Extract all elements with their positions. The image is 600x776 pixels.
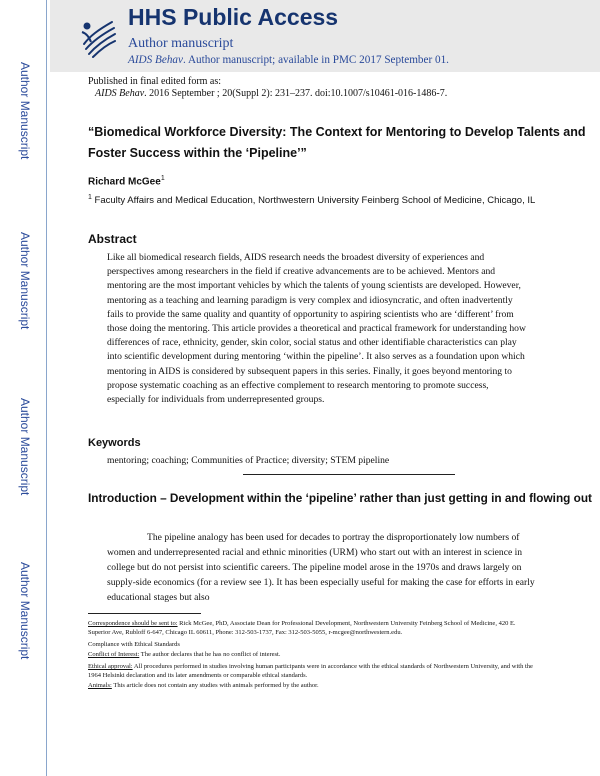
affiliation-sup: 1 xyxy=(88,194,92,201)
sidebar-divider xyxy=(46,0,47,776)
introduction-text: The pipeline analogy has been used for decades to portray the disproportionately low numbers of women and underrepresented racial and ethnic minorities (URM) who start out with an interest in science in college but do not persist into scientific careers. The pipeline model arose in the 1970s and draws largely on supply-side economics (for a review see 1). It has been especially useful for making the case for efforts in early educational stages but also xyxy=(107,532,535,603)
published-label: Published in final edited form as: xyxy=(88,76,222,87)
footnote-ethical xyxy=(88,662,538,680)
hhs-eagle-logo-icon xyxy=(78,14,118,58)
citation-text: . 2016 September ; 20(Suppl 2): 231–237. doi:10.1007/s10461-016-1486-7. xyxy=(144,88,448,99)
ethical-text: All procedures performed in studies involving human participants were in accordance with the ethical standards of Northwestern University, and with the 1964 Helsinki declaration and its later amendments or comparable ethical standards. xyxy=(88,663,533,679)
footnote-compliance: Compliance with Ethical Standards xyxy=(88,641,180,648)
banner-journal: AIDS Behav xyxy=(128,54,183,66)
author-name: Richard McGee xyxy=(88,176,161,188)
footnotes xyxy=(88,619,538,691)
correspondence-label: Correspondence should be sent to: xyxy=(88,620,178,627)
sidebar-label: Author Manuscript xyxy=(18,562,32,660)
animals-text: This article does not contain any studies with animals performed by the author. xyxy=(111,682,319,689)
sidebar-label: Author Manuscript xyxy=(18,62,32,160)
footnote-animals xyxy=(88,681,538,690)
sidebar-label: Author Manuscript xyxy=(18,398,32,496)
conflict-text: The author declares that he has no conflict of interest. xyxy=(139,651,281,658)
author-manuscript-sidebar xyxy=(0,0,50,776)
banner-availability-text: . Author manuscript; available in PMC 2017 September 01. xyxy=(182,54,449,66)
section-divider xyxy=(243,474,455,475)
citation-journal: AIDS Behav xyxy=(95,88,145,99)
keywords-heading: Keywords xyxy=(88,437,141,449)
author-line xyxy=(88,175,165,187)
affiliation-text: Faculty Affairs and Medical Education, Northwestern University Feinberg School of Medicine, Chicago, IL xyxy=(91,195,536,207)
citation xyxy=(95,88,447,99)
article-title: “Biomedical Workforce Diversity: The Context for Mentoring to Develop Talents and Foster Success within the ‘Pipeline’” xyxy=(88,125,586,160)
animals-label: Animals: xyxy=(88,682,112,689)
footnote-divider xyxy=(88,613,201,614)
banner-title: HHS Public Access xyxy=(128,4,339,30)
footnote-correspondence xyxy=(88,619,538,637)
abstract-text: Like all biomedical research fields, AIDS research needs the broadest diversity of experiences and perspectives among researchers in the field if creative advancements are to be achieved. Mentors and mentoring are the most important vehicles by which the talents of young scientists are developed. However, mentoring as a teaching and learning paradigm is very complex and idiosyncratic, and often inadvertently fails to provide the same quality and quantity of opportunity to aspiring scientists who are ‘different’ from those doing the mentoring. This article provides a theoretical and practical framework for understanding how differences of race, ethnicity, gender, skin color, social status and other identifiable characteristics can play into scientific development during mentoring ‘within the pipeline’. It also serves as a foundation upon which mentoring in AIDS is considered by subsequent papers in this series. Finally, it goes beyond mentoring to propose systematic coaching as an effective complement to research mentoring to promote success, especially for individuals from underrepresented groups. xyxy=(107,252,526,406)
author-sup: 1 xyxy=(160,175,165,182)
conflict-label: Conflict of Interest: xyxy=(88,651,140,658)
correspondence-text: Rick McGee, PhD, Associate Dean for Professional Development, Northwestern University Feinberg School of Medicine, 420 E. Superior Ave, Rubloff 6-647, Chicago IL 60611, Phone: 312-503-1737, Fax: 312-503-5055, r-mcgee@northwestern.edu. xyxy=(88,620,516,636)
affiliation xyxy=(88,191,588,208)
banner-subtitle: Author manuscript xyxy=(128,36,234,51)
banner-availability xyxy=(128,54,449,66)
sidebar-label: Author Manuscript xyxy=(18,232,32,330)
abstract-heading: Abstract xyxy=(88,232,137,246)
footnote-conflict xyxy=(88,650,538,659)
ethical-label: Ethical approval: xyxy=(88,663,133,670)
introduction-heading: Introduction – Development within the ‘pipeline’ rather than just getting in and flowing out xyxy=(88,491,592,505)
keywords-text: mentoring; coaching; Communities of Practice; diversity; STEM pipeline xyxy=(107,455,390,466)
